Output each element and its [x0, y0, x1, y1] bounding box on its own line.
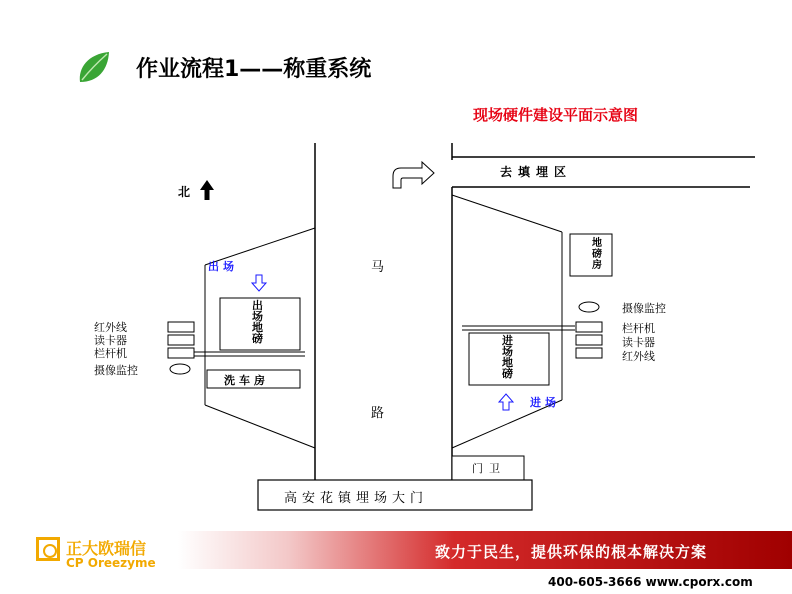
left-device-barrier: 栏杆机	[94, 347, 127, 360]
footer-contact: 400-605-3666 www.cporx.com	[548, 575, 753, 589]
guard-room-label: 门卫	[472, 462, 506, 475]
left-device-infrared: 红外线	[94, 321, 127, 334]
footer-slogan: 致力于民生，提供环保的根本解决方案	[435, 543, 708, 561]
company-logo-icon	[36, 537, 60, 561]
right-device-card-reader: 读卡器	[622, 336, 655, 349]
entry-up-arrow-icon	[499, 394, 513, 410]
exit-down-arrow-icon	[252, 275, 266, 291]
wash-room-label: 洗车房	[224, 374, 269, 387]
left-device-card-reader: 读卡器	[94, 334, 127, 347]
arrow-up-icon	[200, 180, 214, 200]
slide-title: 作业流程1——称重系统	[136, 57, 372, 82]
weighbridge-room-label: 地磅房	[592, 238, 602, 271]
main-gate-label: 高安花镇埋场大门	[284, 491, 429, 506]
turn-right-arrow-icon	[393, 162, 434, 188]
right-device-infrared: 红外线	[622, 350, 655, 363]
exit-scale-label: 出场地磅	[252, 299, 263, 345]
left-device-camera: 摄像监控	[94, 364, 138, 377]
company-name-cn: 正大欧瑞信	[66, 539, 147, 558]
entry-label: 进场	[530, 396, 560, 409]
road-char-1: 马	[371, 260, 385, 275]
company-name-en: CP Oreezyme	[66, 556, 156, 570]
right-device-camera: 摄像监控	[622, 302, 666, 315]
exit-label: 出场	[208, 260, 238, 273]
diagram-subtitle: 现场硬件建设平面示意图	[473, 106, 639, 124]
north-label: 北	[178, 185, 191, 199]
entry-scale-label: 进场地磅	[502, 334, 513, 380]
right-device-barrier: 栏杆机	[622, 322, 655, 335]
to-landfill-label: 去填埋区	[500, 165, 573, 179]
road-char-2: 路	[371, 406, 385, 421]
